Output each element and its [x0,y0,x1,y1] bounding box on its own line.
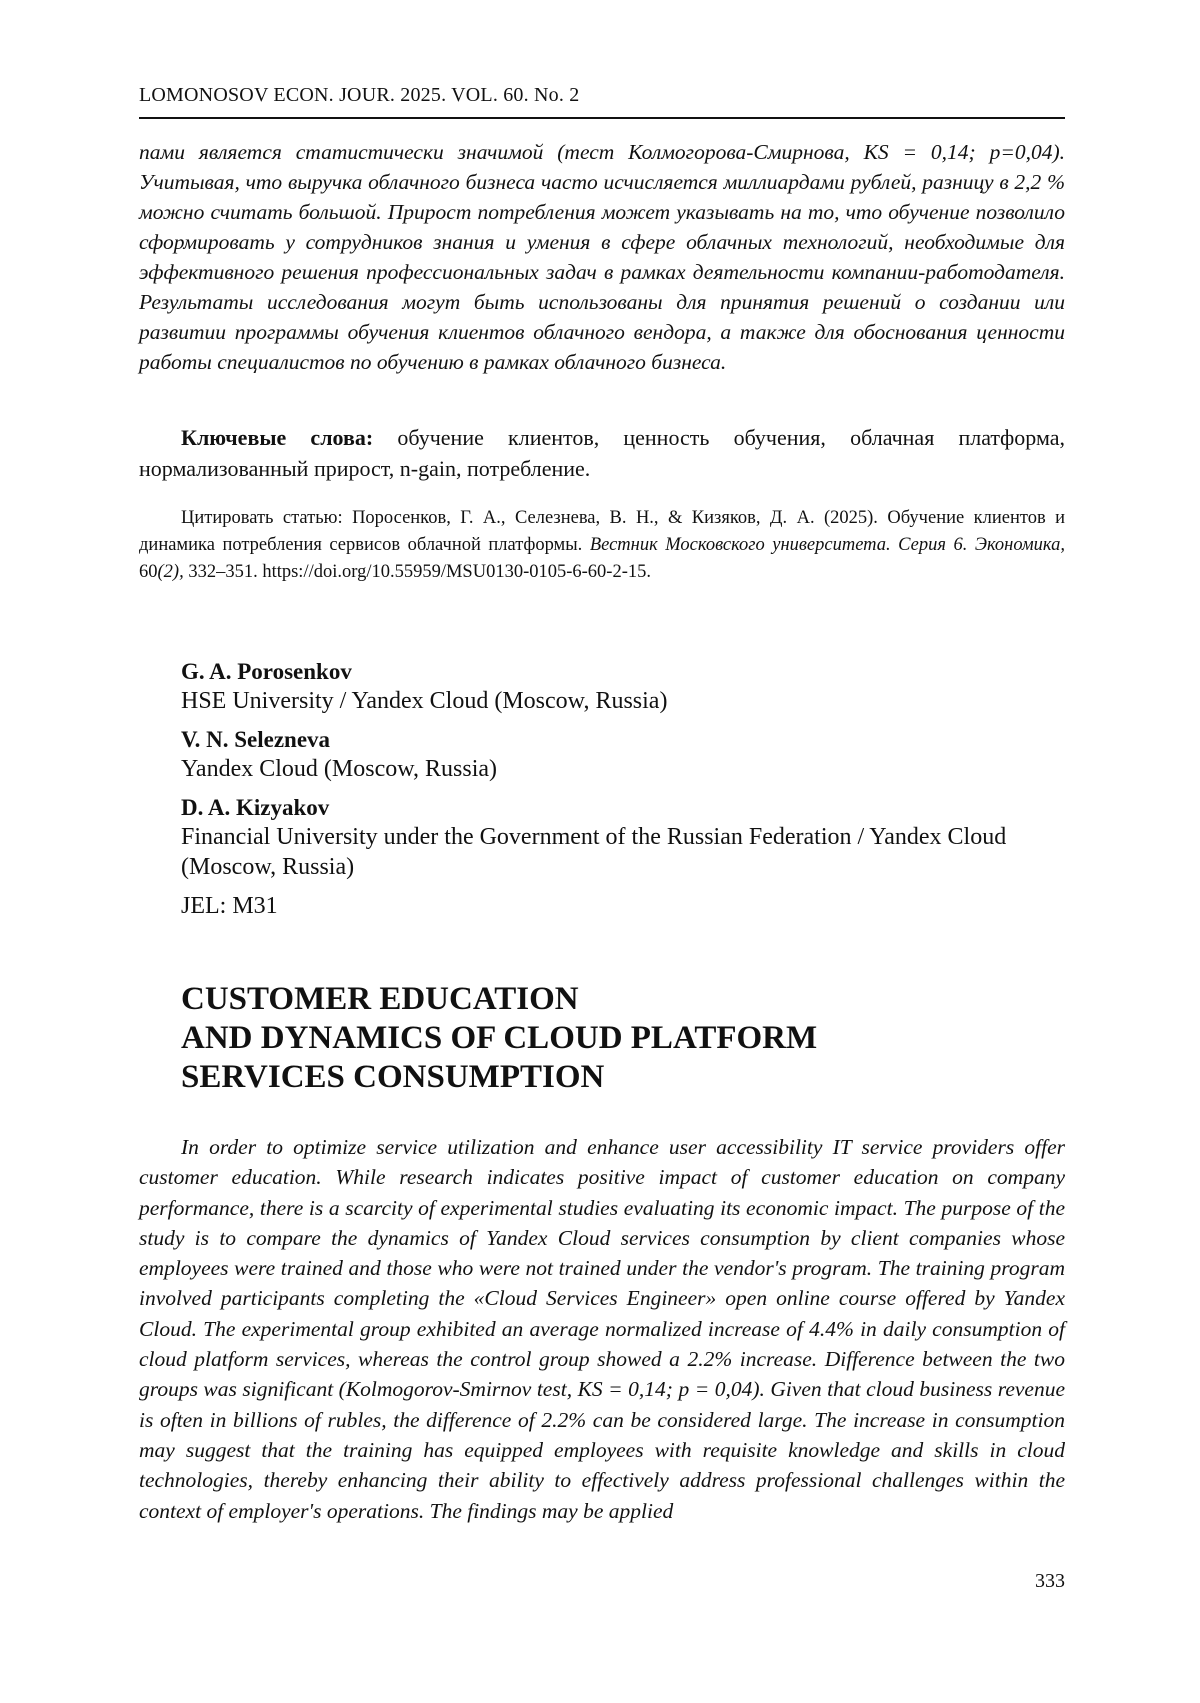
journal-page [0,0,1200,1703]
author-name: D. A. Kizyakov [181,793,1061,822]
abstract-ru-continuation: пами является статистически значимой (тест Колмогорова-Смирнова, KS = 0,14; p=0,04). Учитывая, что выручка облачного бизнеса часто исчисляется миллиардами рублей, разницу в 2,2 % можно считать большой. Прирост потребления может указывать на то, что обучение позволило сформировать у сотрудников знания и умения в сфере облачных технологий, необходимые для эффективного решения профессиональных задач в рамках деятельности компании-работодателя. Результаты исследования могут быть использованы для принятия решений о создании или развитии программы обучения клиентов облачного вендора, а также для обоснования ценности работы специалистов по обучению в рамках облачного бизнеса. [139,137,1065,377]
citation-ru [139,505,1065,586]
author-affiliation: Financial University under the Government of the Russian Federation / Yandex Cloud (Moscow, Russia) [181,822,1061,882]
author-affiliation: Yandex Cloud (Moscow, Russia) [181,754,1061,784]
keywords-text: обучение клиентов, ценность обучения, облачная платформа, нормализованный прирост, n-gain, потребление. [139,425,1065,481]
title-line: SERVICES CONSUMPTION [181,1059,604,1095]
citation-volume: 60 [139,562,158,582]
author-affiliation: HSE University / Yandex Cloud (Moscow, Russia) [181,686,1061,716]
title-line: CUSTOMER EDUCATION [181,981,579,1017]
citation-issue: (2), [158,562,184,582]
page-number: 333 [1025,1570,1065,1593]
jel-code: JEL: M31 [181,891,1061,921]
citation-prefix: Цитировать статью: Поросенков, Г. А., Селезнева, В. Н., & Кизяков, Д. А. (2025). Обучение клиентов и динамика потребления сервисов облачной платформы. [139,508,1065,555]
header-rule [139,117,1065,119]
title-line: AND DYNAMICS OF CLOUD PLATFORM [181,1020,817,1056]
author-name: V. N. Selezneva [181,725,1061,754]
keywords-ru [139,422,1065,484]
author-name: G. A. Porosenkov [181,657,1061,686]
keywords-label: Ключевые слова: [181,425,373,450]
abstract-en: In order to optimize service utilization and enhance user accessibility IT service providers offer customer education. While research indicates positive impact of customer education on company performance, there is a scarcity of experimental studies evaluating its economic impact. The purpose of the study is to compare the dynamics of Yandex Cloud services consumption by client companies whose employees were trained and those who were not trained under the vendor's program. The training program involved participants completing the «Cloud Services Engineer» open online course offered by Yandex Cloud. The experimental group exhibited an average normalized increase of 4.4% in daily consumption of cloud platform services, whereas the control group showed a 2.2% increase. Difference between the two groups was significant (Kolmogorov-Smirnov test, KS = 0,14; p = 0,04). Given that cloud business revenue is often in billions of rubles, the difference of 2.2% can be considered large. The increase in consumption may suggest that the training has equipped employees with requisite knowledge and skills in cloud technologies, thereby enhancing their ability to effectively address professional challenges within the context of employer's operations. The findings may be applied [139,1132,1065,1526]
running-head: LOMONOSOV ECON. JOUR. 2025. VOL. 60. No. 2 [139,84,1065,107]
article-title [181,980,1061,1097]
author-list [181,657,1061,921]
citation-suffix: 332–351. https://doi.org/10.55959/MSU0130-0105-6-60-2-15. [184,562,651,582]
citation-journal: Вестник Московского университета. Серия 6. Экономика, [590,535,1065,555]
